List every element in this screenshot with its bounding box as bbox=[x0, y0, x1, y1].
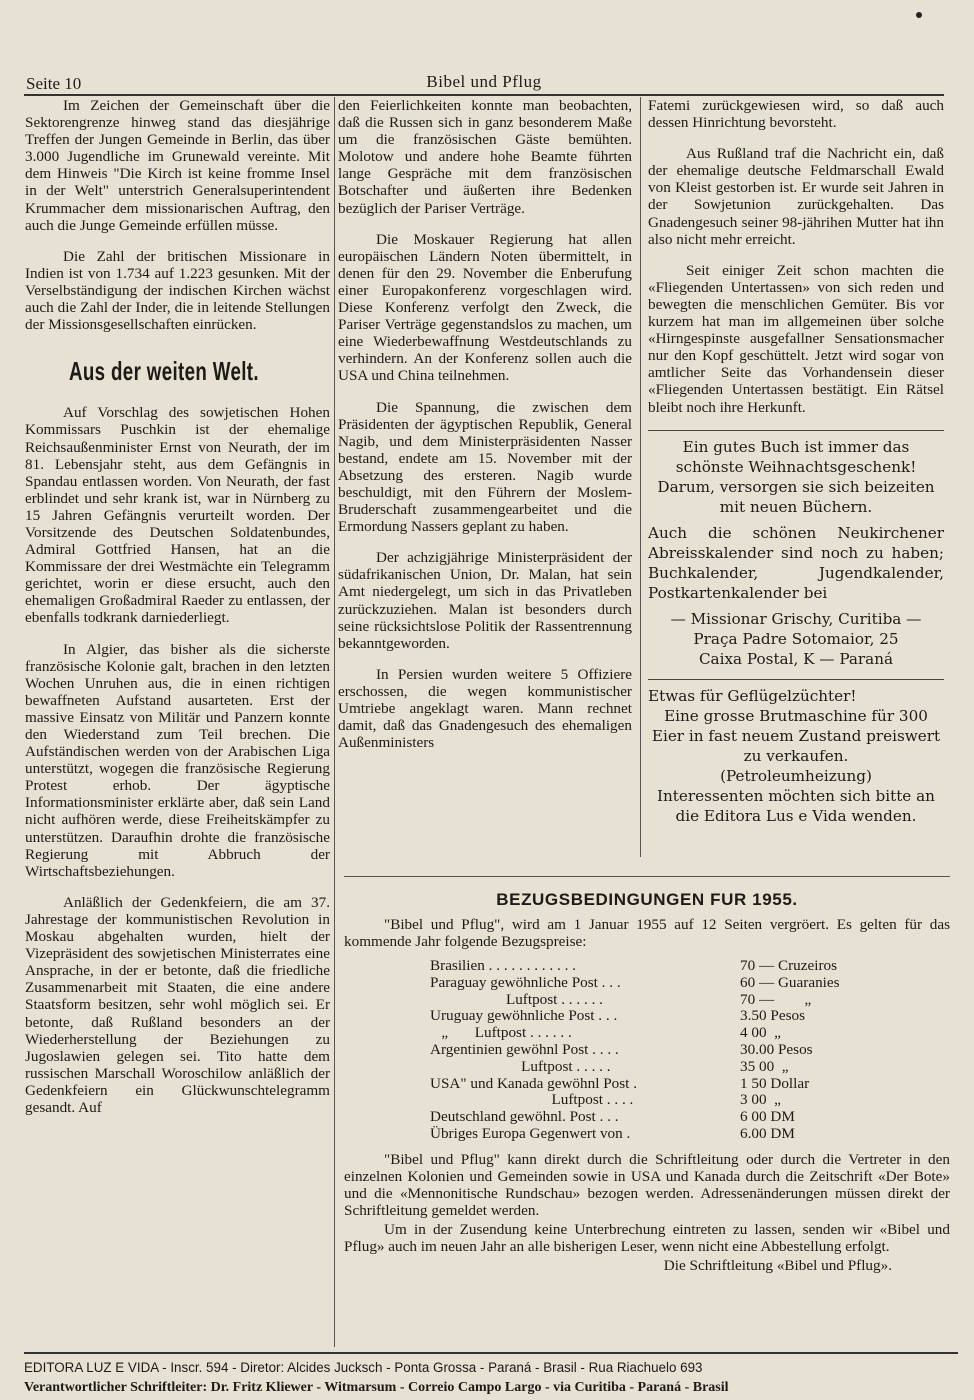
ad-book-line-2: schönste Weihnachtsgeschenk! bbox=[675, 457, 917, 476]
price-label: Argentinien gewöhnl Post . . . . bbox=[430, 1040, 619, 1058]
price-label: USA" und Kanada gewöhnl Post . bbox=[430, 1074, 637, 1092]
column-divider-1 bbox=[334, 97, 335, 1347]
subscription-title: BEZUGSBEDINGUNGEN FUR 1955. bbox=[496, 890, 798, 909]
ad-incubator-text: Eine grosse Brutmaschine für 300 Eier in fast neuem Zustand preiswert zu verkaufen. bbox=[651, 706, 941, 765]
price-label: Luftpost . . . . . bbox=[430, 1057, 611, 1075]
page-header bbox=[24, 72, 944, 96]
price-label: Deutschland gewöhnl. Post . . . bbox=[430, 1108, 619, 1126]
subscription-text-1: "Bibel und Pflug" kann direkt durch die Schriftleitung oder durch die Vertreter in den einzelnen Kolonien und Gemeinden sowie in USA und Kanada durch die Zeitschrift «Der Bote» und die «Mennonitische Rundschau» bezogen werden. Adressenänderungen müssen direkt der Schriftleitung gemeldet werden. bbox=[344, 1150, 950, 1219]
ad-incubator-contact: Interessenten möchten sich bitte an die Editora Lus e Vida wenden. bbox=[657, 786, 935, 825]
price-table bbox=[430, 958, 840, 1143]
article-junge-gemeinde: Im Zeichen der Gemeinschaft über die Sektorengrenze hinweg stand das diesjährige Treffen der Jungen Gemeinde in Berlin, das über 3.000 Jugendliche im Grunewald vereinte. Mit dem Hinweis "Die Kirch ist keine fromme Insel in der Welt" unterstrich Generalsuperintendent Krummacher dem missionarischen Auftrag, den auch die Junge Gemeinde erfüllen müsse. bbox=[25, 97, 330, 234]
page-number: Seite 10 bbox=[26, 74, 82, 93]
article-missionare-indien: Die Zahl der britischen Missionare in Indien ist von 1.734 auf 1.223 gesunken. Mit der Verselbständigung der indischen Kirchen wächst auch die Zahl der Inder, die in leitende Stellungen der Missionsgesellschaften einrücken. bbox=[25, 247, 330, 334]
price-label: Brasilien . . . . . . . . . . . . bbox=[430, 957, 576, 974]
subscription-conditions bbox=[344, 876, 950, 1276]
incubator-advertisement bbox=[648, 679, 944, 826]
price-row bbox=[430, 1076, 840, 1093]
price-value: 3.50 Pesos bbox=[740, 1007, 805, 1025]
column-3 bbox=[648, 97, 944, 826]
price-row bbox=[430, 1126, 840, 1143]
price-row bbox=[430, 1008, 840, 1025]
article-malan: Der achzigjährige Ministerpräsident der südafrikanischen Union, Dr. Malan, hat sein Amt niedergelegt, um sich in das Privatleben zurückzuziehen. Malan ist besonders durch seine rücksichtslose Politik der Rassentrennung bekanntgeworden. bbox=[338, 549, 632, 652]
article-untertassen: Seit einiger Zeit schon machten die «Fliegenden Untertassen» von sich reden und bewegten die menschlichen Gemüter. Bis vor kurzem hat man im allgemeinen über solche «Hirngespinste ausgefallner Sensationsmacher nur den Kopf geschüttelt. Jetzt wird sogar von amtlicher Seite das Vorhandensein dieser «Fliegenden Untertassen bestätigt. Ein Rätsel bleibt noch ihre Herkunft. bbox=[648, 261, 944, 416]
price-value: 70 — „ bbox=[740, 990, 812, 1008]
column-divider-2 bbox=[640, 97, 641, 857]
article-kleist: Aus Rußland traf die Nachricht ein, daß der ehemalige deutsche Feldmarschall Ewald von Kleist gestorben ist. Er wurde seit Jahren in der Sowjetunion zurückgehalten. Das Gnadengesuch seiner 98-jährihen Mutter hat ihn also nicht mehr erreicht. bbox=[648, 145, 944, 248]
price-value: 1 50 Dollar bbox=[740, 1074, 810, 1092]
article-neurath: Auf Vorschlag des sowjetischen Hohen Kommissars Puschkin ist der ehemalige Reichsaußenminister Ernst von Neurath, der im 81. Lebensjahr steht, aus dem Gefängnis in Spandau entlassen worden. Von Neurath, der fast erblindet und sehr krank ist, war in Nürnberg zu 15 Jahren Gefängnis verurteilt worden. Der Vorsitzende des Deutschen Soldatenbundes, Admiral Gottfried Hansen, hat an die Kommissare der drei Westmächte ein Telegramm gerichtet, worin er diese ersucht, auch den ehemaligen Großadmiral Raeder zu entlassen, der ebenfalls todkrank darniederliegt. bbox=[25, 404, 330, 627]
price-label: Luftpost . . . . . . bbox=[430, 990, 603, 1008]
price-label: Paraguay gewöhnliche Post . . . bbox=[430, 973, 621, 991]
ad-book-line-3: Darum, versorgen sie sich beizeiten mit neuen Büchern. bbox=[657, 477, 935, 516]
footer-editor: Verantwortlicher Schriftleiter: Dr. Fritz Kliewer - Witmarsum - Correio Campo Largo - via Curitiba - Paraná - Brasil bbox=[24, 1380, 729, 1395]
price-value: 35 00 „ bbox=[740, 1057, 789, 1075]
footer-publisher: EDITORA LUZ E VIDA - Inscr. 594 - Diretor: Alcides Jucksch - Ponta Grossa - Paraná - Brasil - Rua Riachuelo 693 bbox=[24, 1360, 703, 1375]
price-value: 6 00 DM bbox=[740, 1108, 795, 1126]
price-value: 60 — Guaranies bbox=[740, 973, 840, 991]
masthead-title: Bibel und Pflug bbox=[426, 72, 542, 91]
section-heading: Aus der weiten Welt. bbox=[69, 356, 259, 387]
column-1 bbox=[25, 97, 330, 1130]
price-label: „ Luftpost . . . . . . bbox=[430, 1024, 572, 1042]
price-row bbox=[430, 958, 840, 975]
price-value: 70 — Cruzeiros bbox=[740, 957, 838, 974]
book-advertisement bbox=[648, 430, 944, 669]
price-value: 3 00 „ bbox=[740, 1091, 781, 1109]
article-gedenkfeiern-cont: den Feierlichkeiten konnte man beobachten, daß die Russen sich in ganz besonderem Maße um die französischen Gäste bemühten. Molotow und andere hohe Beamte führten lange Gespräche mit dem französischen Botschafter und äußerten ihre Bedenken bezüglich der Pariser Verträge. bbox=[338, 97, 632, 217]
article-persien-cont: Fatemi zurückgewiesen wird, so daß auch dessen Hinrichtung bevorsteht. bbox=[648, 97, 944, 132]
ad-book-address-1: — Missionar Grischy, Curitiba — bbox=[670, 609, 922, 628]
ad-book-line-4: Auch die schönen Neukirchener Abreisskalender sind noch zu haben; Buchkalender, Jugendkalender, Postkartenkalender bei bbox=[648, 523, 944, 602]
article-algier: In Algier, das bisher als die sicherste französische Kolonie galt, brachen in den letzten Wochen Unruhen aus, die in einen richtigen bewaffneten Aufstand ausarteten. Erst der massive Einsatz von Militär und Panzern konnte den Wiederstand zum Teil brechen. Die Aufständischen werden von der Arabischen Liga unterstützt, wogegen die französische Regierung Protest erhob. Der ägyptische Informationsminister erklärte aber, daß sein Land nicht aufhören werde, diese Freiheitskämpfer zu unterstützen. Daraufhin drohte die französische Regierung mit Abbruch der Wirtschaftsbeziehungen. bbox=[25, 640, 330, 880]
price-row bbox=[430, 975, 840, 992]
ad-book-address-2: Praça Padre Sotomaior, 25 bbox=[693, 629, 899, 648]
article-gedenkfeiern: Anläßlich der Gedenkfeiern, die am 37. Jahrestage der kommunistischen Revolution in Moskau abgehalten wurden, hielt der Vizepräsident des sowjetischen Ministerrates eine Ansprache, in der er betonte, daß die friedliche Zusammenarbeit mit Staaten, die eine andere Staatsform besitzen, sehr wohl möglich sei. Er betonte, daß Rußland besonders an der Wiederherstellung der Beziehungen zu Jugoslawien gelegen sei. Tito hatte dem russischen Marschall Woroschilow anläßlich der Gedenkfeiern ein Glückwunschtelegramm gesandt. Auf bbox=[25, 893, 330, 1116]
subscription-text-2: Um in der Zusendung keine Unterbrechung eintreten zu lassen, senden wir «Bibel und Pflug» auch im neuen Jahr an alle bisherigen Leser, wenn nicht eine Abbestellung erfolgt. bbox=[344, 1220, 950, 1255]
subscription-intro: "Bibel und Pflug", wird am 1 Januar 1955 auf 12 Seiten vergröert. Es gelten für das kommende Jahr folgende Bezugspreise: bbox=[344, 916, 950, 950]
price-label: Luftpost . . . . bbox=[430, 1091, 634, 1109]
price-row bbox=[430, 1042, 840, 1059]
ad-book-line-1: Ein gutes Buch ist immer das bbox=[682, 437, 910, 456]
price-value: 4 00 „ bbox=[740, 1024, 781, 1042]
price-row bbox=[430, 1059, 840, 1076]
price-row bbox=[430, 1092, 840, 1109]
article-nagib: Die Spannung, die zwischen dem Präsidenten der ägyptischen Republik, General Nagib, und dem Ministerpräsidenten Nasser bestand, endete am 15. November mit der Absetzung des ersteren. Nagib wurde beschuldigt, mit den Führern der Moslem-Bruderschaft zusammengearbeitet und die Ermordung Nassers geplant zu haben. bbox=[338, 398, 632, 536]
article-persien: In Persien wurden weitere 5 Offiziere erschossen, die wegen kommunistischer Umtriebe angeklagt waren. Mann rechnet damit, daß das Gnadengesuch des ehemaligen Außenministers bbox=[338, 665, 632, 752]
ad-incubator-title: Etwas für Geflügelzüchter! bbox=[648, 686, 857, 705]
column-2 bbox=[338, 97, 632, 765]
price-value: 30.00 Pesos bbox=[740, 1040, 813, 1058]
article-europakonferenz: Die Moskauer Regierung hat allen europäischen Ländern Noten übermittelt, in denen für den 29. November die Enberufung einer Europakonferenz vorgeschlagen wird. Diese Konferenz verfolgt den Zweck, die Pariser Verträge gegenstandslos zu machen, um eine Wiederbewaffnung Westdeutschlands zu verhindern. An der Konferenz sollen auch die USA und China teilnehmen. bbox=[338, 230, 632, 385]
price-label: Uruguay gewöhnliche Post . . . bbox=[430, 1007, 618, 1025]
ink-dot bbox=[916, 12, 922, 18]
subscription-signature: Die Schriftleitung «Bibel und Pflug». bbox=[663, 1256, 892, 1274]
ad-incubator-note: (Petroleumheizung) bbox=[720, 766, 872, 785]
price-label: Übriges Europa Gegenwert von . bbox=[430, 1124, 631, 1142]
price-value: 6.00 DM bbox=[740, 1124, 795, 1142]
page-footer bbox=[24, 1352, 958, 1398]
price-row bbox=[430, 1109, 840, 1126]
ad-book-address-3: Caixa Postal, K — Paraná bbox=[698, 649, 894, 668]
price-row bbox=[430, 1025, 840, 1042]
price-row bbox=[430, 992, 840, 1009]
